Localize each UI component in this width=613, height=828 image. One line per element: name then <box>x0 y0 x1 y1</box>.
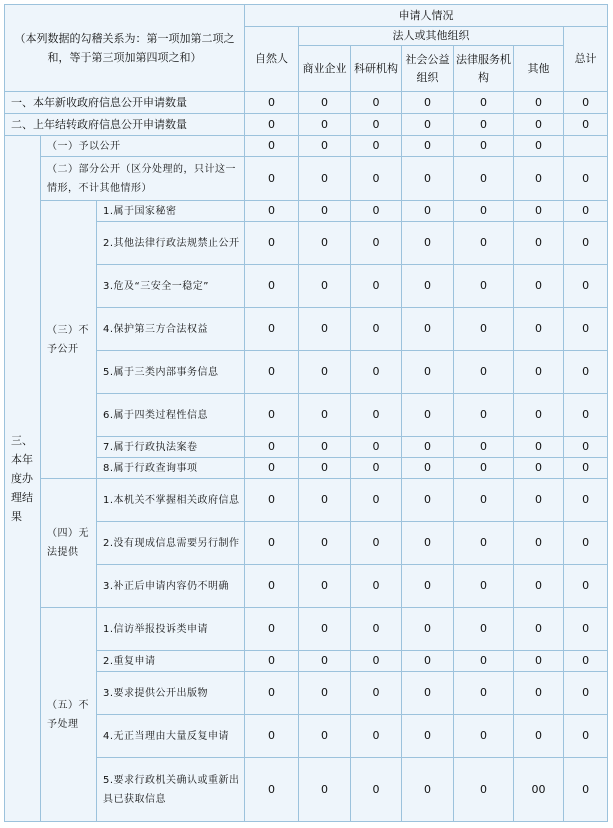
cell: 0 <box>351 437 402 458</box>
cell: 0 <box>245 565 299 608</box>
cell: 0 <box>402 715 454 758</box>
cell: 0 <box>454 458 514 479</box>
row-label: 5.属于三类内部事务信息 <box>97 351 245 394</box>
cell: 0 <box>351 222 402 265</box>
cell: 0 <box>402 308 454 351</box>
cell: 0 <box>299 157 351 201</box>
cell: 0 <box>351 114 402 136</box>
row-label: 8.属于行政查询事项 <box>97 458 245 479</box>
cell: 0 <box>514 201 564 222</box>
cell: 0 <box>402 92 454 114</box>
group-3-label: （三）不予公开 <box>41 201 97 479</box>
cell: 0 <box>299 522 351 565</box>
report-table <box>4 4 608 822</box>
cell: 0 <box>299 458 351 479</box>
cell: 0 <box>402 265 454 308</box>
cell: 0 <box>402 157 454 201</box>
cell: 0 <box>564 672 608 715</box>
cell: 0 <box>402 437 454 458</box>
cell: 0 <box>299 672 351 715</box>
header-legal: 法人或其他组织 <box>299 27 564 46</box>
cell: 0 <box>454 522 514 565</box>
cell: 0 <box>564 458 608 479</box>
cell: 0 <box>299 608 351 651</box>
cell: 0 <box>351 351 402 394</box>
cell: 0 <box>454 608 514 651</box>
header-commercial: 商业企业 <box>299 46 351 92</box>
cell: 0 <box>245 308 299 351</box>
cell: 0 <box>564 758 608 822</box>
cell: 0 <box>245 672 299 715</box>
table-row <box>5 608 608 651</box>
row-label: 二、上年结转政府信息公开申请数量 <box>5 114 245 136</box>
group-4-label: （四）无法提供 <box>41 479 97 608</box>
cell: 0 <box>402 136 454 157</box>
cell: 0 <box>351 522 402 565</box>
cell: 0 <box>564 522 608 565</box>
cell: 0 <box>245 222 299 265</box>
cell: 0 <box>299 351 351 394</box>
cell: 0 <box>351 394 402 437</box>
table-row <box>5 136 608 157</box>
cell: 0 <box>514 351 564 394</box>
cell: 0 <box>454 201 514 222</box>
cell: 0 <box>454 437 514 458</box>
header-natural: 自然人 <box>245 27 299 92</box>
cell: 0 <box>351 479 402 522</box>
row-label: 7.属于行政执法案卷 <box>97 437 245 458</box>
cell: 0 <box>454 715 514 758</box>
cell: 0 <box>402 522 454 565</box>
cell: 0 <box>299 201 351 222</box>
row-label: （二）部分公开（区分处理的，只计这一情形，不计其他情形） <box>41 157 245 201</box>
cell: 0 <box>564 608 608 651</box>
table-row <box>5 114 608 136</box>
cell: 0 <box>402 114 454 136</box>
cell: 0 <box>402 458 454 479</box>
cell: 0 <box>564 351 608 394</box>
cell: 0 <box>564 265 608 308</box>
cell: 0 <box>514 265 564 308</box>
cell: 0 <box>402 479 454 522</box>
row-label: 1.信访举报投诉类申请 <box>97 608 245 651</box>
cell: 0 <box>245 201 299 222</box>
cell: 0 <box>351 308 402 351</box>
row-label: 3.补正后申请内容仍不明确 <box>97 565 245 608</box>
cell: 0 <box>514 92 564 114</box>
cell <box>564 136 608 157</box>
row-label: 4.保护第三方合法权益 <box>97 308 245 351</box>
cell: 0 <box>245 479 299 522</box>
cell: 0 <box>351 651 402 672</box>
cell: 0 <box>351 715 402 758</box>
table-row <box>5 157 608 201</box>
cell: 0 <box>351 458 402 479</box>
cell: 0 <box>245 758 299 822</box>
cell: 0 <box>402 565 454 608</box>
header-applicant: 申请人情况 <box>245 5 608 27</box>
cell: 0 <box>564 157 608 201</box>
cell: 0 <box>514 222 564 265</box>
cell: 0 <box>514 522 564 565</box>
cell: 0 <box>454 157 514 201</box>
cell: 0 <box>514 565 564 608</box>
row-label: 1.属于国家秘密 <box>97 201 245 222</box>
cell: 0 <box>514 437 564 458</box>
row-label: 3.危及“三安全一稳定” <box>97 265 245 308</box>
cell: 0 <box>299 651 351 672</box>
cell: 0 <box>454 136 514 157</box>
cell: 0 <box>402 394 454 437</box>
cell: 0 <box>564 201 608 222</box>
cell: 0 <box>299 758 351 822</box>
cell: 0 <box>351 758 402 822</box>
row-label: 一、本年新收政府信息公开申请数量 <box>5 92 245 114</box>
cell: 0 <box>454 222 514 265</box>
cell: 0 <box>299 92 351 114</box>
cell: 0 <box>564 308 608 351</box>
section-3-label: 三、本年度办理结果 <box>5 136 41 822</box>
cell: 0 <box>454 565 514 608</box>
table-row <box>5 479 608 522</box>
cell: 0 <box>564 114 608 136</box>
cell: 0 <box>514 394 564 437</box>
cell: 0 <box>454 651 514 672</box>
cell: 0 <box>245 394 299 437</box>
cell: 0 <box>351 157 402 201</box>
row-label: 4.无正当理由大量反复申请 <box>97 715 245 758</box>
cell: 0 <box>351 136 402 157</box>
cell: 0 <box>402 222 454 265</box>
cell: 0 <box>514 715 564 758</box>
header-other: 其他 <box>514 46 564 92</box>
cell: 0 <box>402 672 454 715</box>
row-label: 3.要求提供公开出版物 <box>97 672 245 715</box>
cell: 0 <box>564 715 608 758</box>
cell: 0 <box>514 308 564 351</box>
cell: 00 <box>514 758 564 822</box>
cell: 0 <box>564 92 608 114</box>
cell: 0 <box>299 479 351 522</box>
cell: 0 <box>454 394 514 437</box>
row-label: 5.要求行政机关确认或重新出具已获取信息 <box>97 758 245 822</box>
cell: 0 <box>299 437 351 458</box>
cell: 0 <box>514 651 564 672</box>
cell: 0 <box>299 222 351 265</box>
header-legal-service: 法律服务机构 <box>454 46 514 92</box>
cell: 0 <box>454 758 514 822</box>
cell: 0 <box>514 479 564 522</box>
cell: 0 <box>402 608 454 651</box>
cell: 0 <box>514 157 564 201</box>
cell: 0 <box>351 565 402 608</box>
row-label: 1.本机关不掌握相关政府信息 <box>97 479 245 522</box>
row-label: 2.其他法律行政法规禁止公开 <box>97 222 245 265</box>
table-row <box>5 92 608 114</box>
cell: 0 <box>454 92 514 114</box>
row-label: 6.属于四类过程性信息 <box>97 394 245 437</box>
cell: 0 <box>351 608 402 651</box>
cell: 0 <box>245 608 299 651</box>
cell: 0 <box>299 394 351 437</box>
cell: 0 <box>245 92 299 114</box>
cell: 0 <box>454 308 514 351</box>
cell: 0 <box>299 308 351 351</box>
header-note: （本列数据的勾稽关系为：第一项加第二项之和，等于第三项加第四项之和） <box>5 5 245 92</box>
cell: 0 <box>514 608 564 651</box>
header-social: 社会公益组织 <box>402 46 454 92</box>
cell: 0 <box>245 458 299 479</box>
row-label: 2.重复申请 <box>97 651 245 672</box>
cell: 0 <box>245 114 299 136</box>
cell: 0 <box>402 758 454 822</box>
cell: 0 <box>351 201 402 222</box>
table-row <box>5 201 608 222</box>
cell: 0 <box>514 114 564 136</box>
cell: 0 <box>245 157 299 201</box>
cell: 0 <box>351 92 402 114</box>
cell: 0 <box>245 351 299 394</box>
cell: 0 <box>514 672 564 715</box>
cell: 0 <box>402 351 454 394</box>
group-5-label: （五）不予处理 <box>41 608 97 822</box>
cell: 0 <box>402 651 454 672</box>
cell: 0 <box>454 114 514 136</box>
cell: 0 <box>351 672 402 715</box>
cell: 0 <box>245 437 299 458</box>
cell: 0 <box>245 715 299 758</box>
cell: 0 <box>564 479 608 522</box>
cell: 0 <box>454 479 514 522</box>
header-research: 科研机构 <box>351 46 402 92</box>
cell: 0 <box>299 565 351 608</box>
row-label: 2.没有现成信息需要另行制作 <box>97 522 245 565</box>
cell: 0 <box>454 265 514 308</box>
cell: 0 <box>299 265 351 308</box>
cell: 0 <box>564 651 608 672</box>
cell: 0 <box>514 458 564 479</box>
cell: 0 <box>245 522 299 565</box>
cell: 0 <box>454 672 514 715</box>
row-label: （一）予以公开 <box>41 136 245 157</box>
cell: 0 <box>299 136 351 157</box>
cell: 0 <box>564 394 608 437</box>
cell: 0 <box>245 651 299 672</box>
cell: 0 <box>245 265 299 308</box>
cell: 0 <box>299 114 351 136</box>
cell: 0 <box>454 351 514 394</box>
cell: 0 <box>299 715 351 758</box>
cell: 0 <box>564 222 608 265</box>
cell: 0 <box>564 437 608 458</box>
cell: 0 <box>351 265 402 308</box>
cell: 0 <box>245 136 299 157</box>
cell: 0 <box>514 136 564 157</box>
cell: 0 <box>564 565 608 608</box>
cell: 0 <box>402 201 454 222</box>
header-total: 总计 <box>564 27 608 92</box>
